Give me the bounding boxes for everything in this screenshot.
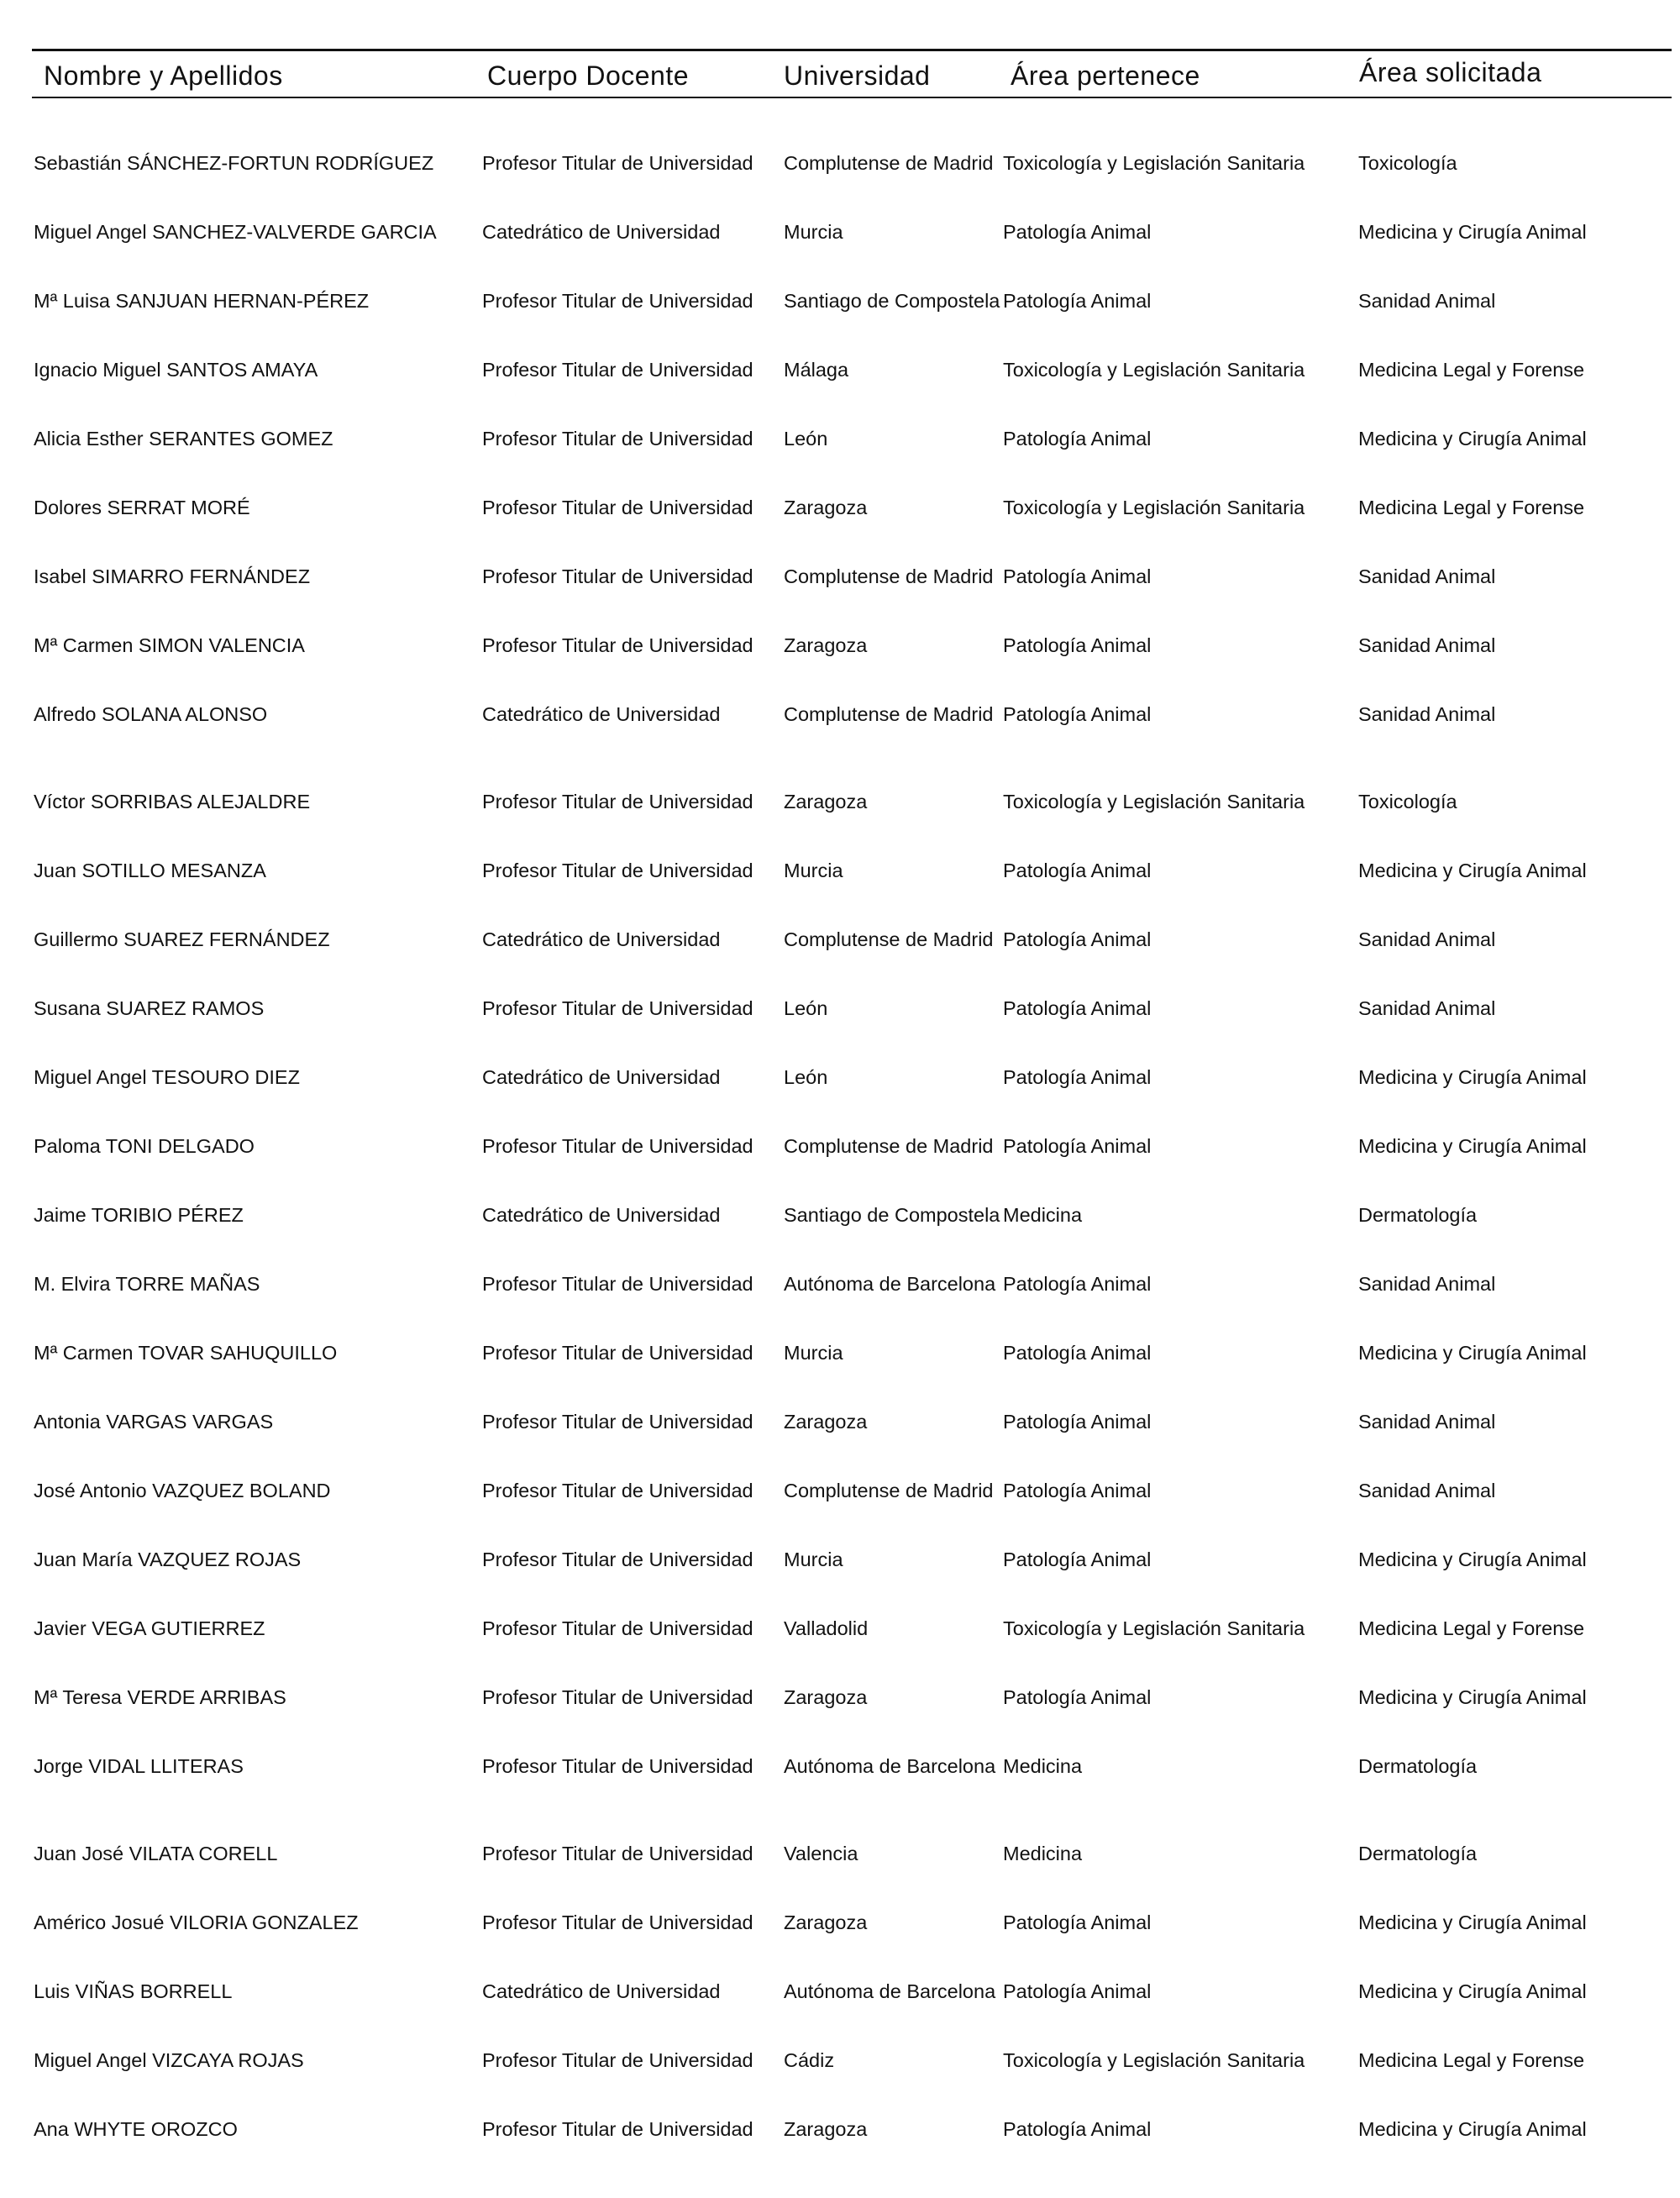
- cell-universidad: Santiago de Compostela: [784, 290, 1000, 312]
- cell-area-solicitada: Sanidad Animal: [1358, 565, 1496, 587]
- cell-nombre: Guillermo SUAREZ FERNÁNDEZ: [34, 928, 330, 950]
- cell-universidad: Zaragoza: [784, 497, 868, 518]
- cell-cuerpo-docente: Profesor Titular de Universidad: [482, 359, 753, 381]
- cell-cuerpo-docente: Profesor Titular de Universidad: [482, 428, 753, 450]
- cell-area-solicitada: Medicina y Cirugía Animal: [1358, 428, 1587, 450]
- cell-area-solicitada: Sanidad Animal: [1358, 634, 1496, 656]
- cell-area-solicitada: Medicina y Cirugía Animal: [1358, 221, 1587, 243]
- table-row: [0, 277, 1680, 328]
- cell-universidad: Complutense de Madrid: [784, 703, 994, 725]
- cell-nombre: Miguel Angel TESOURO DIEZ: [34, 1066, 300, 1088]
- cell-universidad: Santiago de Compostela: [784, 1204, 1000, 1226]
- cell-universidad: León: [784, 997, 828, 1019]
- header-cuerpo-docente: Cuerpo Docente: [487, 60, 690, 91]
- cell-area-pertenece: Medicina: [1003, 1755, 1083, 1777]
- cell-area-pertenece: Medicina: [1003, 1204, 1083, 1226]
- cell-nombre: Víctor SORRIBAS ALEJALDRE: [34, 791, 311, 812]
- cell-cuerpo-docente: Profesor Titular de Universidad: [482, 1843, 753, 1864]
- cell-area-solicitada: Dermatología: [1358, 1843, 1478, 1864]
- cell-cuerpo-docente: Profesor Titular de Universidad: [482, 1273, 753, 1295]
- cell-area-pertenece: Patología Animal: [1003, 1135, 1152, 1157]
- cell-universidad: Zaragoza: [784, 1411, 868, 1433]
- cell-nombre: Isabel SIMARRO FERNÁNDEZ: [34, 565, 311, 587]
- header-rule: [32, 97, 1672, 98]
- cell-area-pertenece: Patología Animal: [1003, 1066, 1152, 1088]
- cell-cuerpo-docente: Profesor Titular de Universidad: [482, 1549, 753, 1570]
- cell-area-pertenece: Toxicología y Legislación Sanitaria: [1003, 152, 1305, 174]
- cell-cuerpo-docente: Profesor Titular de Universidad: [482, 1911, 753, 1933]
- cell-area-solicitada: Medicina y Cirugía Animal: [1358, 1911, 1587, 1933]
- cell-area-pertenece: Toxicología y Legislación Sanitaria: [1003, 359, 1305, 381]
- cell-nombre: Javier VEGA GUTIERREZ: [34, 1617, 265, 1639]
- cell-area-pertenece: Toxicología y Legislación Sanitaria: [1003, 1617, 1305, 1639]
- cell-area-pertenece: Patología Animal: [1003, 634, 1152, 656]
- cell-area-solicitada: Sanidad Animal: [1358, 1273, 1496, 1295]
- cell-cuerpo-docente: Profesor Titular de Universidad: [482, 997, 753, 1019]
- table-row: [0, 484, 1680, 534]
- cell-area-solicitada: Sanidad Animal: [1358, 997, 1496, 1019]
- cell-area-solicitada: Sanidad Animal: [1358, 1411, 1496, 1433]
- cell-cuerpo-docente: Profesor Titular de Universidad: [482, 290, 753, 312]
- table-row: [0, 622, 1680, 672]
- cell-area-pertenece: Patología Animal: [1003, 1480, 1152, 1501]
- cell-universidad: Málaga: [784, 359, 849, 381]
- cell-universidad: Valencia: [784, 1843, 858, 1864]
- table-row: [0, 2106, 1680, 2156]
- cell-nombre: Susana SUAREZ RAMOS: [34, 997, 265, 1019]
- cell-nombre: Juan SOTILLO MESANZA: [34, 860, 266, 881]
- cell-nombre: Jorge VIDAL LLITERAS: [34, 1755, 244, 1777]
- table-row: [0, 553, 1680, 603]
- cell-nombre: Juan José VILATA CORELL: [34, 1843, 278, 1864]
- cell-nombre: Alfredo SOLANA ALONSO: [34, 703, 268, 725]
- cell-universidad: Zaragoza: [784, 791, 868, 812]
- cell-area-pertenece: Patología Animal: [1003, 1686, 1152, 1708]
- cell-area-solicitada: Sanidad Animal: [1358, 703, 1496, 725]
- cell-cuerpo-docente: Profesor Titular de Universidad: [482, 565, 753, 587]
- table-row: [0, 139, 1680, 190]
- cell-nombre: Ignacio Miguel SANTOS AMAYA: [34, 359, 318, 381]
- cell-area-pertenece: Patología Animal: [1003, 1273, 1152, 1295]
- cell-area-pertenece: Patología Animal: [1003, 1911, 1152, 1933]
- cell-universidad: Autónoma de Barcelona: [784, 1980, 996, 2002]
- cell-area-pertenece: Patología Animal: [1003, 290, 1152, 312]
- top-rule: [32, 49, 1672, 51]
- cell-area-pertenece: Patología Animal: [1003, 221, 1152, 243]
- cell-area-solicitada: Medicina y Cirugía Animal: [1358, 1342, 1587, 1364]
- table-row: [0, 847, 1680, 897]
- cell-cuerpo-docente: Profesor Titular de Universidad: [482, 2118, 753, 2140]
- cell-nombre: Paloma TONI DELGADO: [34, 1135, 255, 1157]
- cell-area-solicitada: Medicina y Cirugía Animal: [1358, 1686, 1587, 1708]
- cell-cuerpo-docente: Profesor Titular de Universidad: [482, 1755, 753, 1777]
- cell-area-pertenece: Toxicología y Legislación Sanitaria: [1003, 2049, 1305, 2071]
- cell-cuerpo-docente: Profesor Titular de Universidad: [482, 152, 753, 174]
- cell-universidad: Murcia: [784, 1342, 843, 1364]
- table-row: [0, 1191, 1680, 1242]
- cell-universidad: Zaragoza: [784, 1686, 868, 1708]
- cell-universidad: León: [784, 428, 828, 450]
- cell-cuerpo-docente: Profesor Titular de Universidad: [482, 2049, 753, 2071]
- cell-nombre: Dolores SERRAT MORÉ: [34, 497, 250, 518]
- cell-cuerpo-docente: Profesor Titular de Universidad: [482, 1135, 753, 1157]
- cell-cuerpo-docente: Profesor Titular de Universidad: [482, 1411, 753, 1433]
- cell-area-pertenece: Patología Animal: [1003, 928, 1152, 950]
- cell-area-solicitada: Medicina y Cirugía Animal: [1358, 1549, 1587, 1570]
- cell-cuerpo-docente: Profesor Titular de Universidad: [482, 1342, 753, 1364]
- cell-area-solicitada: Medicina y Cirugía Animal: [1358, 860, 1587, 881]
- cell-cuerpo-docente: Profesor Titular de Universidad: [482, 634, 753, 656]
- table-row: [0, 1536, 1680, 1586]
- cell-cuerpo-docente: Catedrático de Universidad: [482, 1066, 721, 1088]
- cell-cuerpo-docente: Profesor Titular de Universidad: [482, 860, 753, 881]
- cell-cuerpo-docente: Catedrático de Universidad: [482, 703, 721, 725]
- header-universidad: Universidad: [784, 60, 931, 91]
- cell-universidad: Murcia: [784, 860, 843, 881]
- cell-universidad: Complutense de Madrid: [784, 928, 994, 950]
- cell-nombre: Mª Carmen SIMON VALENCIA: [34, 634, 305, 656]
- cell-nombre: M. Elvira TORRE MAÑAS: [34, 1273, 260, 1295]
- cell-nombre: Mª Teresa VERDE ARRIBAS: [34, 1686, 286, 1708]
- cell-area-solicitada: Medicina y Cirugía Animal: [1358, 1135, 1587, 1157]
- cell-nombre: Juan María VAZQUEZ ROJAS: [34, 1549, 302, 1570]
- cell-nombre: Américo Josué VILORIA GONZALEZ: [34, 1911, 359, 1933]
- cell-area-solicitada: Toxicología: [1358, 152, 1457, 174]
- table-row: [0, 1398, 1680, 1449]
- cell-universidad: Zaragoza: [784, 1911, 868, 1933]
- table-header: [0, 54, 1680, 96]
- cell-universidad: Murcia: [784, 221, 843, 243]
- table-row: [0, 985, 1680, 1035]
- cell-universidad: Murcia: [784, 1549, 843, 1570]
- cell-area-solicitada: Medicina y Cirugía Animal: [1358, 1066, 1587, 1088]
- cell-universidad: Complutense de Madrid: [784, 1135, 994, 1157]
- cell-area-pertenece: Toxicología y Legislación Sanitaria: [1003, 791, 1305, 812]
- cell-universidad: Complutense de Madrid: [784, 1480, 994, 1501]
- cell-area-solicitada: Toxicología: [1358, 791, 1457, 812]
- table-row: [0, 1743, 1680, 1793]
- table-row: [0, 2037, 1680, 2087]
- cell-cuerpo-docente: Profesor Titular de Universidad: [482, 1617, 753, 1639]
- cell-area-pertenece: Patología Animal: [1003, 997, 1152, 1019]
- cell-area-solicitada: Sanidad Animal: [1358, 290, 1496, 312]
- cell-cuerpo-docente: Catedrático de Universidad: [482, 1980, 721, 2002]
- table-row: [0, 1899, 1680, 1949]
- table-row: [0, 1467, 1680, 1517]
- cell-nombre: Antonia VARGAS VARGAS: [34, 1411, 274, 1433]
- cell-area-pertenece: Patología Animal: [1003, 1411, 1152, 1433]
- cell-nombre: Sebastián SÁNCHEZ-FORTUN RODRÍGUEZ: [34, 152, 434, 174]
- table-row: [0, 415, 1680, 465]
- cell-universidad: Zaragoza: [784, 634, 868, 656]
- cell-area-solicitada: Dermatología: [1358, 1204, 1478, 1226]
- cell-area-solicitada: Dermatología: [1358, 1755, 1478, 1777]
- cell-nombre: Miguel Angel VIZCAYA ROJAS: [34, 2049, 304, 2071]
- cell-nombre: Jaime TORIBIO PÉREZ: [34, 1204, 244, 1226]
- table-row: [0, 1329, 1680, 1380]
- cell-universidad: Valladolid: [784, 1617, 869, 1639]
- header-area-pertenece: Área pertenece: [1011, 60, 1200, 91]
- header-area-solicitada: Área solicitada: [1359, 57, 1542, 87]
- cell-universidad: Complutense de Madrid: [784, 565, 994, 587]
- table-row: [0, 916, 1680, 966]
- cell-area-pertenece: Patología Animal: [1003, 2118, 1152, 2140]
- cell-cuerpo-docente: Profesor Titular de Universidad: [482, 791, 753, 812]
- cell-area-solicitada: Sanidad Animal: [1358, 928, 1496, 950]
- cell-universidad: Complutense de Madrid: [784, 152, 994, 174]
- cell-area-pertenece: Patología Animal: [1003, 703, 1152, 725]
- cell-universidad: León: [784, 1066, 828, 1088]
- cell-cuerpo-docente: Catedrático de Universidad: [482, 1204, 721, 1226]
- cell-area-pertenece: Patología Animal: [1003, 565, 1152, 587]
- table-row: [0, 1605, 1680, 1655]
- cell-nombre: José Antonio VAZQUEZ BOLAND: [34, 1480, 331, 1501]
- cell-universidad: Cádiz: [784, 2049, 835, 2071]
- cell-area-solicitada: Medicina Legal y Forense: [1358, 1617, 1585, 1639]
- table-row: [0, 208, 1680, 259]
- cell-nombre: Mª Luisa SANJUAN HERNAN-PÉREZ: [34, 290, 370, 312]
- cell-area-pertenece: Patología Animal: [1003, 428, 1152, 450]
- table-row: [0, 346, 1680, 397]
- cell-area-solicitada: Medicina Legal y Forense: [1358, 497, 1585, 518]
- cell-area-solicitada: Medicina Legal y Forense: [1358, 359, 1585, 381]
- cell-area-solicitada: Sanidad Animal: [1358, 1480, 1496, 1501]
- cell-area-pertenece: Toxicología y Legislación Sanitaria: [1003, 497, 1305, 518]
- table-row: [0, 691, 1680, 741]
- cell-area-solicitada: Medicina y Cirugía Animal: [1358, 2118, 1587, 2140]
- cell-nombre: Mª Carmen TOVAR SAHUQUILLO: [34, 1342, 338, 1364]
- cell-area-pertenece: Medicina: [1003, 1843, 1083, 1864]
- cell-cuerpo-docente: Catedrático de Universidad: [482, 221, 721, 243]
- table-row: [0, 1968, 1680, 2018]
- cell-nombre: Alicia Esther SERANTES GOMEZ: [34, 428, 333, 450]
- cell-nombre: Ana WHYTE OROZCO: [34, 2118, 238, 2140]
- cell-universidad: Autónoma de Barcelona: [784, 1273, 996, 1295]
- cell-cuerpo-docente: Profesor Titular de Universidad: [482, 1686, 753, 1708]
- table-row: [0, 1830, 1680, 1880]
- cell-area-pertenece: Patología Animal: [1003, 1980, 1152, 2002]
- table-row: [0, 1054, 1680, 1104]
- cell-area-pertenece: Patología Animal: [1003, 1342, 1152, 1364]
- table-row: [0, 1123, 1680, 1173]
- table-row: [0, 778, 1680, 828]
- cell-universidad: Autónoma de Barcelona: [784, 1755, 996, 1777]
- cell-universidad: Zaragoza: [784, 2118, 868, 2140]
- header-nombre: Nombre y Apellidos: [44, 60, 283, 91]
- cell-nombre: Miguel Angel SANCHEZ-VALVERDE GARCIA: [34, 221, 437, 243]
- cell-area-solicitada: Medicina Legal y Forense: [1358, 2049, 1585, 2071]
- table-row: [0, 1260, 1680, 1311]
- cell-nombre: Luis VIÑAS BORRELL: [34, 1980, 233, 2002]
- cell-area-pertenece: Patología Animal: [1003, 1549, 1152, 1570]
- cell-cuerpo-docente: Profesor Titular de Universidad: [482, 497, 753, 518]
- cell-cuerpo-docente: Catedrático de Universidad: [482, 928, 721, 950]
- cell-area-pertenece: Patología Animal: [1003, 860, 1152, 881]
- cell-area-solicitada: Medicina y Cirugía Animal: [1358, 1980, 1587, 2002]
- table-row: [0, 1674, 1680, 1724]
- cell-cuerpo-docente: Profesor Titular de Universidad: [482, 1480, 753, 1501]
